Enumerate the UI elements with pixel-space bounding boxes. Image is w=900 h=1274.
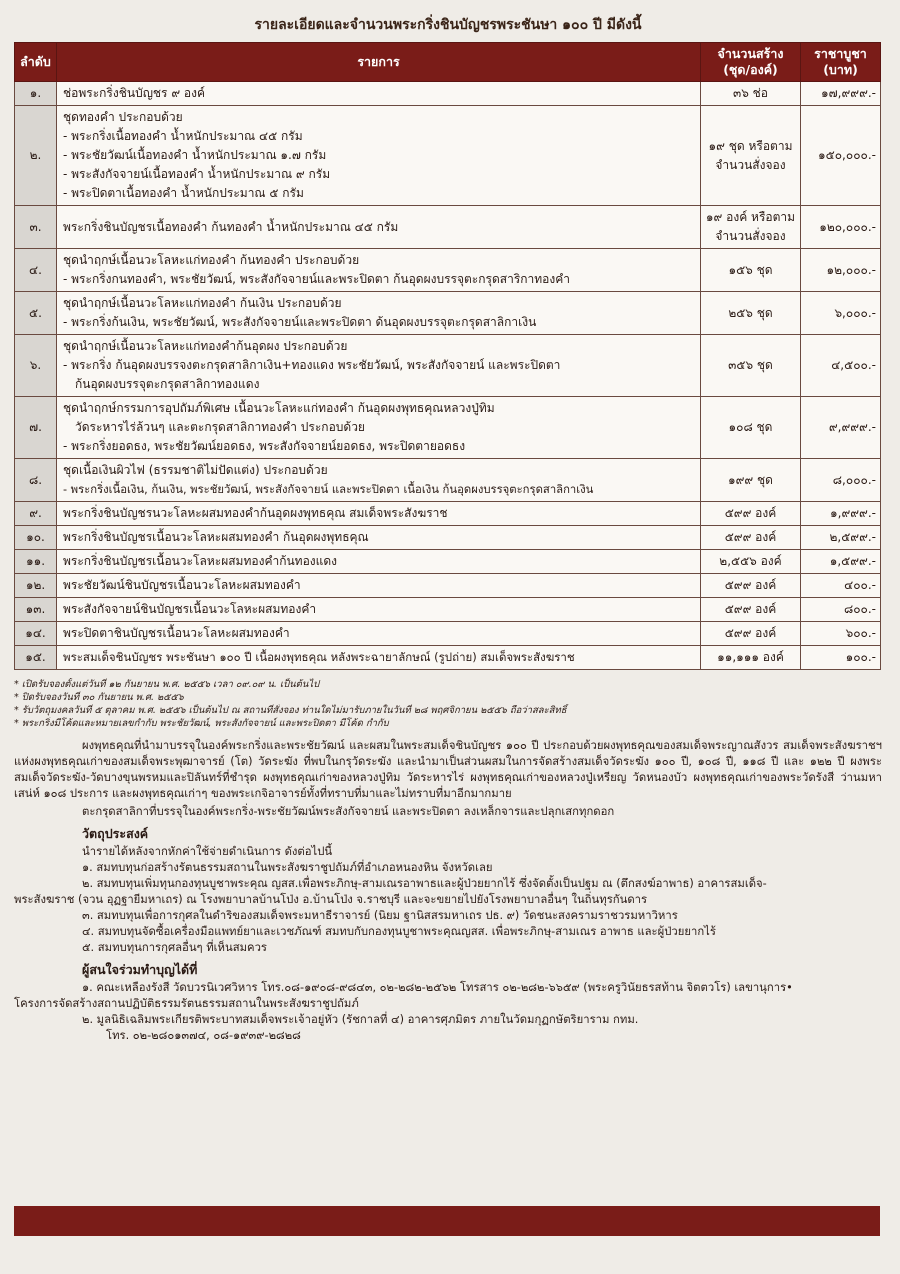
row-number: ๑๑. xyxy=(15,550,57,574)
row-item: ชุดนำฤกษ์เนื้อนวะโลหะแก่ทองคำก้นอุดผง ประกอบด้วย - พระกริ่ง ก้นอุดผงบรรจงตะกรุดสาลิกาเงิน+ทองแดง พระชัยวัฒน์, พระสังกัจจายน์ และพระปิดตา ก้นอุดผงบรรจุตะกรุดสาลิกาทองแดง xyxy=(57,335,701,397)
row-number: ๔. xyxy=(15,249,57,292)
row-number: ๑๓. xyxy=(15,598,57,622)
objective-item: ๔. สมทบทุนจัดซื้อเครื่องมือแพทย์ยาและเวชภัณฑ์ สมทบกับกองทุนบูชาพระคุณญสส. เพื่อพระภิกษุ-สามเณร อาพาธ และผู้ป่วยยากไร้ xyxy=(82,925,716,938)
contact-item: ๑. คณะเหลืองรังสี วัดบวรนิเวศวิหาร โทร.๐๘-๑๙๐๘-๙๘๔๓, ๐๒-๒๘๒-๒๕๖๒ โทรสาร ๐๒-๒๘๒-๖๖๕๙ (พระครูวินัยธรสท้าน จิตตวโร) เลขานุการ• xyxy=(82,981,793,994)
row-price: ๑,๙๙๙.- xyxy=(801,502,881,526)
paragraph-takrut: ตะกรุดสาลิกาที่บรรจุในองค์พระกริ่ง-พระชัยวัฒน์พระสังกัจจายน์ และพระปิดตา ลงเหล็กจารและปลุกเสกทุกดอก xyxy=(82,805,615,818)
paragraph-powders: ผงพุทธคุณที่นำมาบรรจุในองค์พระกริ่งและพระชัยวัฒน์ และผสมในพระสมเด็จชินบัญชร ๑๐๐ ปี ประกอบด้วยผงพุทธคุณของสมเด็จพระญาณสังวร สมเด็จพระสังฆราชฯ แห่งผงพุทธคุณเก่าของสมเด็จพระพุฒาจารย์ (โต) วัดระฆัง ที่พบในกรุวัดระฆัง และนำมาเป็นส่วนผสมในการจัดสร้างสมเด็จวัดระฆัง ๑๐๐ ปี, ๑๐๘ ปี, ๑๑๘ ปี และ ๑๒๒ ปี ผงพระสมเด็จวัดระฆัง-วัดบางขุนพรหมและปิลันทร์ที่ชำรุด ผงพุทธคุณเก่าของหลวงปู่ทิม วัดระหารไร่ ผงพุทธคุณเก่าของหลวงปู่เหรียญ วัดหนองบัว ผงพุทธคุณเก่าของพระวัดรังสี ว่านมหาเสน่ห์ ๑๐๘ ประการ และผงพุทธคุณเก่าๆ ของพระเกจิอาจารย์ทั้งที่ทราบที่มาและไม่ทราบที่มาอีกมากมาย xyxy=(14,739,882,800)
table-row xyxy=(15,622,881,646)
footnotes xyxy=(14,678,882,730)
row-number: ๙. xyxy=(15,502,57,526)
row-qty: ๑๙๙ ชุด xyxy=(701,459,801,502)
row-price: ๙,๙๙๙.- xyxy=(801,397,881,459)
row-price: ๔,๕๐๐.- xyxy=(801,335,881,397)
row-price: ๒,๕๙๙.- xyxy=(801,526,881,550)
table-row xyxy=(15,292,881,335)
table-row xyxy=(15,249,881,292)
row-number: ๒. xyxy=(15,106,57,206)
document-title: รายละเอียดและจำนวนพระกริ่งชินบัญชรพระชันษา ๑๐๐ ปี มีดังนี้ xyxy=(254,17,642,33)
table-row xyxy=(15,574,881,598)
contact-item-continued: โครงการจัดสร้างสถานปฏิบัติธรรมรัตนธรรมสถานในพระสังฆราชูปถัมภ์ xyxy=(14,997,359,1010)
table-row xyxy=(15,598,881,622)
objective-item: ๑. สมทบทุนก่อสร้างรัตนธรรมสถานในพระสังฆราชูปถัมภ์ที่อำเภอหนองหิน จังหวัดเลย xyxy=(82,861,493,874)
row-qty: ๑๙ ชุด หรือตาม จำนวนสั่งจอง xyxy=(701,106,801,206)
header-price: ราชาบูชา (บาท) xyxy=(801,43,881,82)
row-item: ชุดนำฤกษ์เนื้อนวะโลหะแก่ทองคำ ก้นเงิน ประกอบด้วย - พระกริ่งก้นเงิน, พระชัยวัฒน์, พระสังกัจจายน์และพระปิดตา ด้นอุดผงบรรจุตะกรุดสาลิกาเงิน xyxy=(57,292,701,335)
table-row xyxy=(15,550,881,574)
table-row xyxy=(15,502,881,526)
row-qty: ๕๙๙ องค์ xyxy=(701,574,801,598)
row-number: ๑๒. xyxy=(15,574,57,598)
row-qty: ๑๙ องค์ หรือตาม จำนวนสั่งจอง xyxy=(701,206,801,249)
table-row xyxy=(15,335,881,397)
row-price: ๘,๐๐๐.- xyxy=(801,459,881,502)
row-number: ๑. xyxy=(15,82,57,106)
row-qty: ๑๐๘ ชุด xyxy=(701,397,801,459)
row-price: ๑๐๐.- xyxy=(801,646,881,670)
table-row xyxy=(15,646,881,670)
row-number: ๑๐. xyxy=(15,526,57,550)
row-qty: ๓๖ ช่อ xyxy=(701,82,801,106)
items-table xyxy=(14,42,881,670)
row-number: ๕. xyxy=(15,292,57,335)
row-price: ๔๐๐.- xyxy=(801,574,881,598)
objective-item: ๒. สมทบทุนเพิ่มทุนกองทุนบูชาพระคุณ ญสส.เพื่อพระภิกษุ-สามเณรอาพาธและผู้ป่วยยากไร้ ซึ่งจัดตั้งเป็นปฐม ณ (ตึกสงฆ์อาพาธ) อาคารสมเด็จ- xyxy=(82,877,767,890)
row-item: ชุดนำฤกษ์กรรมการอุปถัมภ์พิเศษ เนื้อนวะโลหะแก่ทองคำ ก้นอุดผงพุทธคุณหลวงปู่ทิม วัดระหารไร่ล้วนๆ และตะกรุดสาลิกาทองคำ ประกอบด้วย - พระกริ่งยอดธง, พระชัยวัฒน์ยอดธง, พระสังกัจจายน์ยอดธง, พระปิดตายอดธง xyxy=(57,397,701,459)
contact-phone: โทร. ๐๒-๒๘๐๑๓๗๔, ๐๘-๑๙๓๙-๒๘๒๘ xyxy=(106,1029,301,1042)
table-row xyxy=(15,206,881,249)
row-item: พระกริ่งชินบัญชรเนื้อนวะโลหะผสมทองคำก้นทองแดง xyxy=(57,550,701,574)
row-item: ชุดนำฤกษ์เนื้อนวะโลหะแก่ทองคำ ก้นทองคำ ประกอบด้วย - พระกริ่งกนทองคำ, พระชัยวัฒน์, พระสังกัจจายน์และพระปิดตา ก้นอุดผงบรรจุตะกรุดสาริกาทองคำ xyxy=(57,249,701,292)
footnote: * รับวัตถุมงคลวันที่ ๕ ตุลาคม พ.ศ. ๒๕๕๖ เป็นต้นไป ณ สถานที่สั่งจอง ท่านใดไม่มารับภายในวันที่ ๒๘ พฤศจิกายน ๒๕๕๖ ถือว่าสละสิทธิ์ xyxy=(14,705,567,716)
table-header-row xyxy=(15,43,881,82)
row-price: ๖๐๐.- xyxy=(801,622,881,646)
row-item: พระกริ่งชินบัญชรนวะโลหะผสมทองคำก้นอุดผงพุทธคุณ สมเด็จพระสังฆราช xyxy=(57,502,701,526)
row-number: ๗. xyxy=(15,397,57,459)
row-number: ๑๕. xyxy=(15,646,57,670)
table-row xyxy=(15,397,881,459)
row-item: พระกริ่งชินบัญชรเนื้อนวะโลหะผสมทองคำ ก้นอุดผงพุทธคุณ xyxy=(57,526,701,550)
header-no: ลำดับ xyxy=(15,43,57,82)
row-price: ๑๗,๙๙๙.- xyxy=(801,82,881,106)
row-item: พระปิดตาชินบัญชรเนื้อนวะโลหะผสมทองคำ xyxy=(57,622,701,646)
row-item: ชุดทองคำ ประกอบด้วย - พระกริ่งเนื้อทองคำ น้ำหนักประมาณ ๔๕ กรัม - พระชัยวัฒน์เนื้อทองคำ น้ำหนักประมาณ ๑.๗ กรัม - พระสังกัจจายน์เนื้อทองคำ น้ำหนักประมาณ ๙ กรัม - พระปิดตาเนื้อทองคำ น้ำหนักประมาณ ๕ กรัม xyxy=(57,106,701,206)
row-qty: ๕๙๙ องค์ xyxy=(701,622,801,646)
row-item: พระสมเด็จชินบัญชร พระชันษา ๑๐๐ ปี เนื้อผงพุทธคุณ หลังพระฉายาลักษณ์ (รูปถ่าย) สมเด็จพระสังฆราช xyxy=(57,646,701,670)
table-row xyxy=(15,82,881,106)
row-number: ๓. xyxy=(15,206,57,249)
row-qty: ๑๑,๑๑๑ องค์ xyxy=(701,646,801,670)
row-item: ชุดเนื้อเงินผิวไฟ (ธรรมชาติไม่ปัดแต่ง) ประกอบด้วย - พระกริ่งเนื้อเงิน, ก้นเงิน, พระชัยวัฒน์, พระสังกัจจายน์ และพระปิดตา เนื้อเงิน ก้นอุดผงบรรจุตะกรุดสาลิกาเงิน xyxy=(57,459,701,502)
row-item: ช่อพระกริ่งชินบัญชร ๙ องค์ xyxy=(57,82,701,106)
row-qty: ๒๕๖ ชุด xyxy=(701,292,801,335)
body-text xyxy=(14,738,882,1044)
row-qty: ๓๕๖ ชุด xyxy=(701,335,801,397)
row-qty: ๕๙๙ องค์ xyxy=(701,598,801,622)
footnote: * เปิดรับจองตั้งแต่วันที่ ๑๒ กันยายน พ.ศ. ๒๕๕๖ เวลา ๐๙.๐๙ น. เป็นต้นไป xyxy=(14,679,320,690)
row-price: ๖,๐๐๐.- xyxy=(801,292,881,335)
objective-item-continued: พระสังฆราช (จวน อุฏฐายีมหาเถร) ณ โรงพยาบาลบ้านโป่ง อ.บ้านโป่ง จ.ราชบุรี และจะขยายไปยังโรงพยาบาลอื่นๆ ในถิ่นทุรกันดาร xyxy=(14,893,648,906)
objective-item: ๕. สมทบทุนการกุศลอื่นๆ ที่เห็นสมควร xyxy=(82,941,267,954)
row-qty: ๑๕๖ ชุด xyxy=(701,249,801,292)
row-price: ๑๕๐,๐๐๐.- xyxy=(801,106,881,206)
table-row xyxy=(15,526,881,550)
row-item: พระกริ่งชินบัญชรเนื้อทองคำ ก้นทองคำ น้ำหนักประมาณ ๔๕ กรัม xyxy=(57,206,701,249)
row-qty: ๒,๕๕๖ องค์ xyxy=(701,550,801,574)
row-qty: ๕๙๙ องค์ xyxy=(701,526,801,550)
contact-item: ๒. มูลนิธิเฉลิมพระเกียรติพระบาทสมเด็จพระเจ้าอยู่หัว (รัชกาลที่ ๔) อาคารศุภมิตร ภายในวัดมกุฏกษัตริยาราม กทม. xyxy=(82,1013,639,1026)
contact-heading: ผู้สนใจร่วมทำบุญได้ที่ xyxy=(82,962,198,977)
table-row xyxy=(15,106,881,206)
footnote: * พระกริ่งมีโค้ดและหมายเลขกำกับ พระชัยวัฒน์, พระสังกัจจายน์ และพระปิดตา มีโค้ด กำกับ xyxy=(14,718,389,729)
row-price: ๑๒,๐๐๐.- xyxy=(801,249,881,292)
footer-bar xyxy=(14,1206,880,1236)
row-item: พระชัยวัฒน์ชินบัญชรเนื้อนวะโลหะผสมทองคำ xyxy=(57,574,701,598)
row-number: ๑๔. xyxy=(15,622,57,646)
row-price: ๑,๕๙๙.- xyxy=(801,550,881,574)
row-qty: ๕๙๙ องค์ xyxy=(701,502,801,526)
row-price: ๘๐๐.- xyxy=(801,598,881,622)
objective-item: ๓. สมทบทุนเพื่อการกุศลในดำริของสมเด็จพระมหาธีราจารย์ (นิยม ฐานิสสรมหาเถร ปธ. ๙) วัดชนะสงครามราชวรมหาวิหาร xyxy=(82,909,678,922)
row-number: ๘. xyxy=(15,459,57,502)
row-item: พระสังกัจจายน์ชินบัญชรเนื้อนวะโลหะผสมทองคำ xyxy=(57,598,701,622)
header-item: รายการ xyxy=(57,43,701,82)
row-price: ๑๒๐,๐๐๐.- xyxy=(801,206,881,249)
header-qty: จำนวนสร้าง (ชุด/องค์) xyxy=(701,43,801,82)
row-number: ๖. xyxy=(15,335,57,397)
footnote: * ปิดรับจองวันที่ ๓๐ กันยายน พ.ศ. ๒๕๕๖ xyxy=(14,692,184,703)
table-row xyxy=(15,459,881,502)
objectives-heading: วัตถุประสงค์ xyxy=(82,826,149,841)
document-page xyxy=(14,14,882,1044)
objectives-intro: นำรายได้หลังจากหักค่าใช้จ่ายดำเนินการ ดังต่อไปนี้ xyxy=(82,845,333,858)
